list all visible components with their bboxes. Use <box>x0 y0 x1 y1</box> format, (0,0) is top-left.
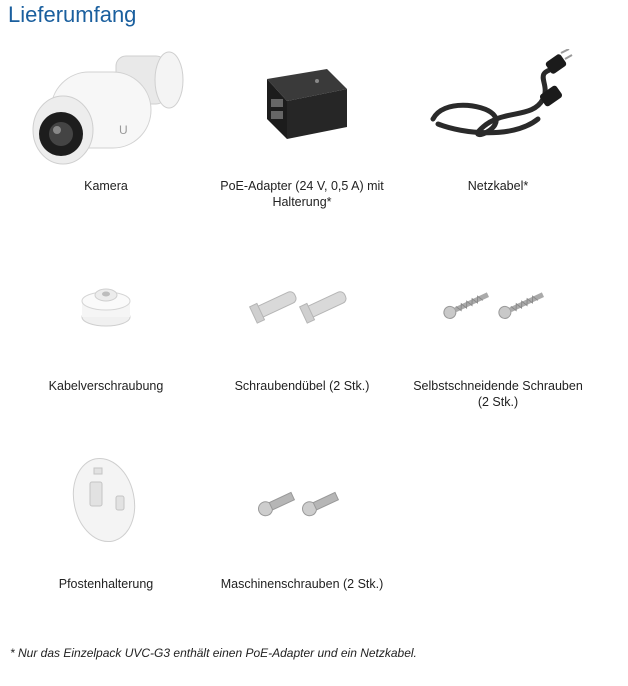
item-label: Pfostenhalterung <box>58 577 154 591</box>
pole-mount-icon <box>66 452 146 552</box>
svg-text:U: U <box>119 123 128 137</box>
item-power-cable <box>400 34 596 194</box>
cable-gland-icon <box>76 279 136 329</box>
item-label: Schraubendübel (2 Stk.) <box>234 379 370 393</box>
item-machine-screws <box>204 432 400 592</box>
item-wall-anchors <box>204 234 400 394</box>
item-label: Selbstschneidende Schrauben (2 Stk.) <box>413 379 583 409</box>
wall-anchor-icon <box>247 279 357 329</box>
section-title: Lieferumfang <box>8 2 137 27</box>
item-label: Kabelverschraubung <box>48 379 164 393</box>
camera-icon <box>21 34 191 174</box>
item-label: Kamera <box>84 179 128 193</box>
item-camera <box>8 34 204 194</box>
item-label: PoE-Adapter (24 V, 0,5 A) mit Halterung* <box>220 179 384 209</box>
item-label: Maschinenschrauben (2 Stk.) <box>220 577 384 591</box>
item-label: Netzkabel* <box>467 179 529 193</box>
item-cable-gland <box>8 234 204 394</box>
machine-screw-icon <box>252 477 352 527</box>
next-heading-cropped <box>8 676 608 686</box>
item-poe-adapter <box>204 34 400 210</box>
power-cable-icon <box>423 49 573 159</box>
item-pole-mount <box>8 432 204 592</box>
poe-adapter-icon <box>247 59 357 149</box>
footnote: * Nur das Einzelpack UVC-G3 enthält einen PoE-Adapter und ein Netzkabel. <box>10 646 417 660</box>
self-tapping-screw-icon <box>438 279 558 329</box>
item-self-tapping-screws <box>400 234 596 410</box>
